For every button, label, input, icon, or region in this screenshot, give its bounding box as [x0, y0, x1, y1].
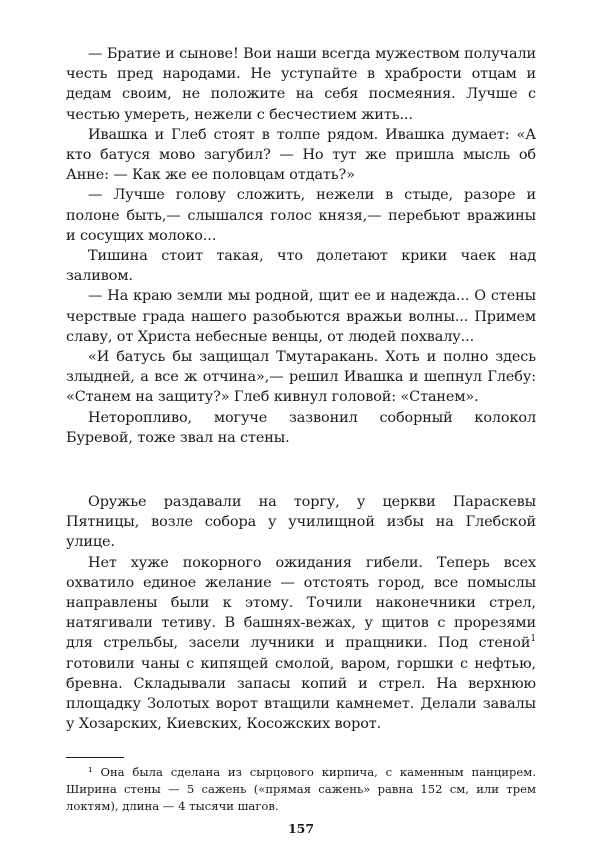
- paragraph: Ивашка и Глеб стоят в толпе рядом. Ивашка думает: «А кто батуся мово загубил? — Но тут же пришла мысль об Анне: — Как же ее половцам отдать?»: [66, 126, 536, 184]
- paragraph: [66, 553, 536, 735]
- section-break: [66, 448, 536, 492]
- paragraph: Неторопливо, могуче зазвонил соборный колокол Буревой, тоже звал на стены.: [66, 409, 536, 446]
- paragraph: Оружье раздавали на торгу, у церкви Параскевы Пятницы, возле собора у училищной избы на Глебской улице.: [66, 494, 536, 551]
- paragraph-text: Нет хуже покорного ожидания гибели. Теперь всех охватило единое желание — отстоять город, все помыслы направлены были к этому. Точили наконечники стрел, натягивали тетиву. В башнях-вежах, у щитов с прорезями для стрельбы, засели лучники и пращники. Под стеной: [66, 554, 536, 652]
- page-number: 157: [287, 820, 315, 836]
- footnote: ¹ Она была сделана из сырцового кирпича, с каменным панцирем. Ширина стены — 5 сажень («прямая сажень» равна 152 см, или трем локтям), длина — 4 тысячи шагов.: [66, 764, 536, 813]
- paragraph: — Лучше голову сложить, нежели в стыде, разоре и полоне быть,— слышался голос князя,— перебьют вражины и сосущих молоко...: [66, 187, 536, 244]
- paragraph: — На краю земли мы родной, щит ее и надежда... О стены черствые града нашего разобьются вражьи волны... Примем славу, от Христа небесные венцы, от людей похвалу...: [66, 288, 536, 345]
- paragraph: Тишина стоит такая, что долетают крики чаек над заливом.: [66, 248, 536, 285]
- footnote-divider: [66, 757, 124, 758]
- paragraph: — Братие и сынове! Вои наши всегда мужеством получали честь пред народами. Не уступайте в храбрости отцам и дедам своим, не положите на себя посмеяния. Лучше с честью умереть, нежели с бесчестием жить...: [66, 46, 536, 123]
- paragraph: «И батусь бы защищал Тмутаракань. Хоть и полно здесь злыдней, а все ж отчина»,— решил Ивашка и шепнул Глебу: «Станем на защиту?» Глеб кивнул головой: «Станем».: [66, 349, 536, 406]
- footnote-reference: 1: [530, 634, 536, 645]
- book-page: [66, 44, 536, 836]
- paragraph-text: готовили чаны с кипящей смолой, варом, горшки с нефтью, бревна. Складывали запасы копий и стрел. На верхнюю площадку Золотых ворот втащили камнемет. Делали завалы у Хозарских, Киевских, Косожских ворот.: [66, 655, 536, 733]
